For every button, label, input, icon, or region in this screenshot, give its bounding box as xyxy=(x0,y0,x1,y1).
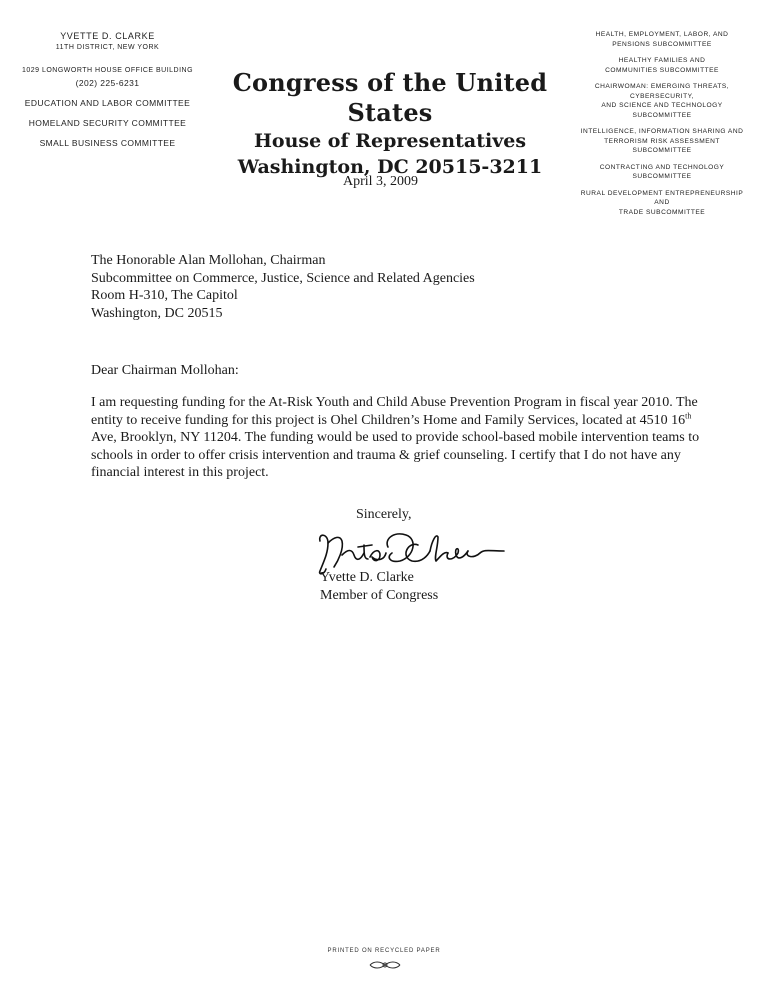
address-line: Washington, DC 20515 xyxy=(91,305,223,321)
subcommittee-group xyxy=(576,30,748,49)
footer-recycled: PRINTED ON RECYCLED PAPER xyxy=(327,948,441,954)
subcommittee-line: HEALTH, EMPLOYMENT, LABOR, AND xyxy=(595,31,729,38)
subcommittee-line: TERRORISM RISK ASSESSMENT SUBCOMMITTEE xyxy=(604,137,720,154)
recipient-address xyxy=(91,252,475,322)
ordinal-suffix: th xyxy=(685,410,692,420)
committee-item: HOMELAND SECURITY COMMITTEE xyxy=(28,118,187,128)
subcommittee-line: TRADE SUBCOMMITTEE xyxy=(618,208,706,216)
subcommittee-line: INTELLIGENCE, INFORMATION SHARING AND xyxy=(580,128,744,135)
committee-item: SMALL BUSINESS COMMITTEE xyxy=(39,138,176,148)
letter-body xyxy=(91,394,711,482)
address-line: Subcommittee on Commerce, Justice, Science and Related Agencies xyxy=(91,270,475,286)
subcommittee-line: CONTRACTING AND TECHNOLOGY xyxy=(599,163,725,171)
subcommittee-group xyxy=(576,82,748,120)
letter-date: April 3, 2009 xyxy=(343,174,419,189)
signer-block xyxy=(320,569,438,604)
recycle-icon xyxy=(364,959,406,971)
salutation: Dear Chairman Mollohan: xyxy=(91,363,239,378)
subcommittee-group xyxy=(576,127,748,156)
washington-address: Washington, DC 20515-3211 xyxy=(237,156,543,178)
subcommittee-line: COMMUNITIES SUBCOMMITTEE xyxy=(605,66,719,74)
member-district: 11TH DISTRICT, NEW YORK xyxy=(55,44,160,51)
letterhead-title xyxy=(205,68,575,180)
subcommittee-line: CHAIRWOMAN: EMERGING THREATS, xyxy=(594,83,730,90)
signer-name: Yvette D. Clarke xyxy=(320,570,414,585)
office-phone: (202) 225-6231 xyxy=(75,78,140,88)
signer-title: Member of Congress xyxy=(320,587,439,603)
address-line: The Honorable Alan Mollohan, Chairman xyxy=(91,253,326,268)
subcommittee-group xyxy=(576,56,748,75)
closing: Sincerely, xyxy=(356,507,412,522)
body-text-part: Ave, Brooklyn, NY 11204. The funding would be used to provide school-based mobile intervention teams to schools in order to offer crisis intervention and trauma & grief counseling. I certify that I do not have any financial interest in this project. xyxy=(91,430,700,480)
address-line: Room H-310, The Capitol xyxy=(91,288,238,303)
committee-item: EDUCATION AND LABOR COMMITTEE xyxy=(24,98,191,108)
header-left xyxy=(20,30,195,149)
subcommittee-line: HEALTHY FAMILIES AND xyxy=(618,57,706,64)
member-name: YVETTE D. CLARKE xyxy=(60,31,155,41)
subcommittee-line: RURAL DEVELOPMENT ENTREPRENEURSHIP AND xyxy=(580,189,744,206)
house-title: House of Representatives xyxy=(253,130,527,152)
subcommittee-line: AND SCIENCE AND TECHNOLOGY SUBCOMMITTEE xyxy=(601,102,723,119)
subcommittee-group xyxy=(576,189,748,218)
subcommittee-line: PENSIONS SUBCOMMITTEE xyxy=(612,40,712,48)
subcommittee-line: SUBCOMMITTEE xyxy=(632,173,692,180)
body-text-part: I am requesting funding for the At-Risk Youth and Child Abuse Prevention Program in fiscal year 2010. The entity to receive funding for this project is Ohel Children’s Home and Family Services, located at 4510 16 xyxy=(91,395,698,428)
header-right xyxy=(576,30,748,224)
subcommittee-line: CYBERSECURITY, xyxy=(629,92,695,100)
office-address: 1029 LONGWORTH HOUSE OFFICE BUILDING xyxy=(21,67,194,74)
subcommittee-group xyxy=(576,163,748,182)
congress-title: Congress of the United States xyxy=(232,68,548,127)
